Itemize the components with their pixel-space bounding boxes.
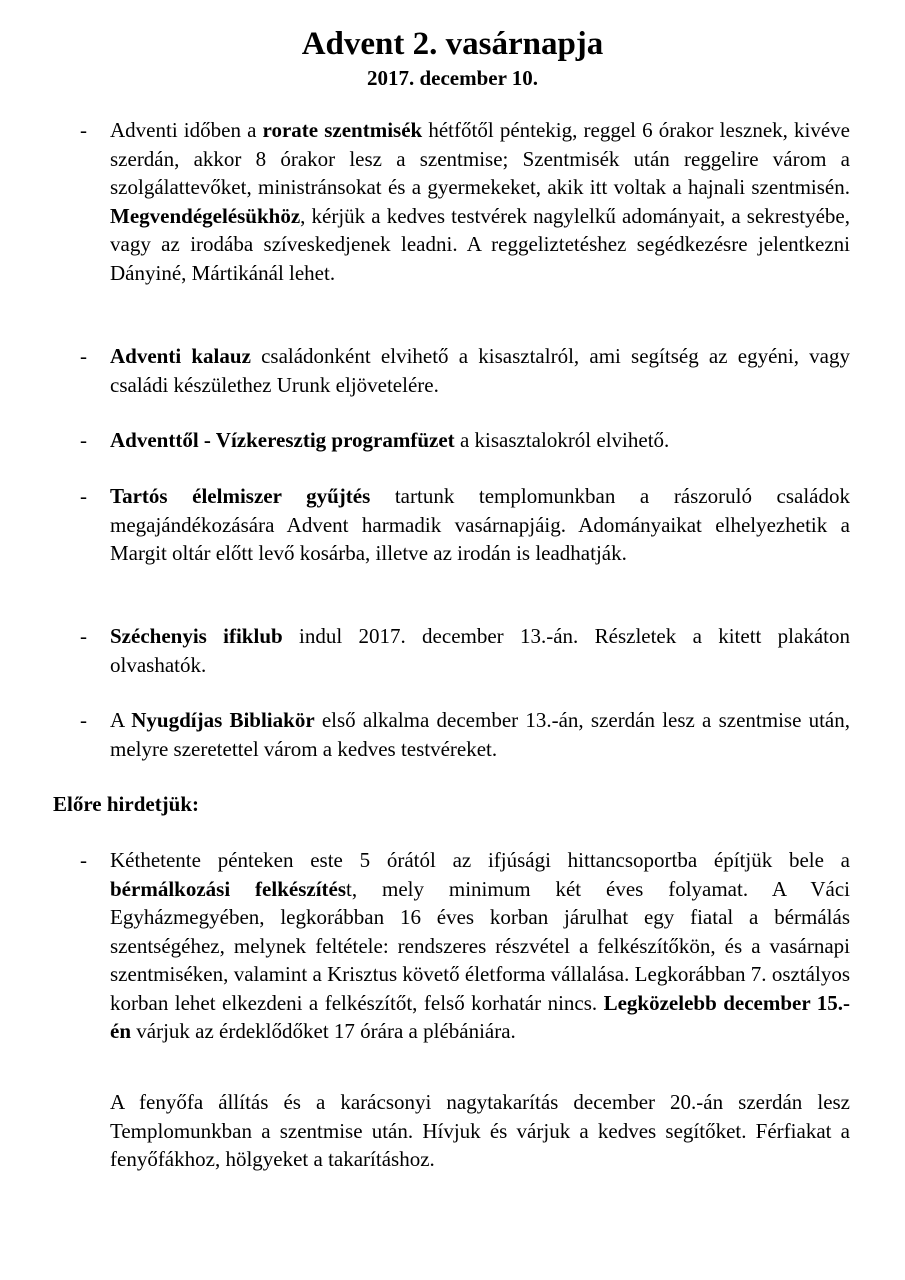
bold-text-run: rorate szentmisék <box>262 118 423 142</box>
announcement-text <box>110 342 850 399</box>
bold-text-run: Adventi kalauz <box>110 344 251 368</box>
closing-paragraph <box>110 1088 850 1174</box>
announcement-text <box>110 706 850 763</box>
announcement-text <box>110 622 850 679</box>
bold-text-run: Széchenyis ifiklub <box>110 624 283 648</box>
section-heading: Előre hirdetjük: <box>53 792 200 816</box>
bullet-dash: - <box>80 484 87 508</box>
text-run: első alkalma december 13.-án, szerdán lesz a szentmise után, melyre szeretettel várom a kedves testvéreket. <box>110 708 850 761</box>
bullet-dash: - <box>80 344 87 368</box>
bullet-dash: - <box>80 624 87 648</box>
bullet-dash: - <box>80 118 87 142</box>
text-run: A <box>110 708 132 732</box>
text-run: várjuk az érdeklődőket 17 órára a plébániára. <box>131 1019 516 1043</box>
text-run: családonként elvihető a kisasztalról, ami segítség az egyéni, vagy családi készülethez Urunk eljövetelére. <box>110 344 851 397</box>
text-run: , kérjük a kedves testvérek nagylelkű adományait, a sekrestyébe, vagy az irodába szíveskedjenek leadni. A reggeliztetéshez segédkezésre jelentkezni Dányiné, Mártikánál lehet. <box>110 203 850 285</box>
page-date: 2017. december 10. <box>366 66 539 90</box>
bold-text-run: Nyugdíjas Bibliakör <box>131 708 315 732</box>
text-run: t, mely minimum két éves folyamat. A Váci Egyházmegyében, legkorábban 16 éves korban járulhat egy fiatal a bérmálás szentségéhez, melynek feltétele: rendszeres részvétel a felkészítőkön, és a vasárnapi szentmiséken, valamint a Krisztus követő életforma vállalása. Legkorábban 7. osztályos korban lehet elkezdeni a felkészítőt, felső korhatár nincs. <box>110 876 850 1015</box>
bullet-dash: - <box>80 848 87 872</box>
announcement-text <box>110 426 850 455</box>
bullet-dash: - <box>80 708 87 732</box>
bold-text-run: A fenyőfa állítás és a karácsonyi nagytakarítás <box>110 1090 559 1114</box>
text-run: december 20.-án szerdán lesz Templomunkban a szentmise után. Hívjuk és várjuk a kedves segítőket. Férfiakat a fenyőfákhoz, hölgyeket a takarításhoz. <box>110 1090 851 1171</box>
text-run: a kisasztalokról elvihető. <box>454 428 670 452</box>
bold-text-run: Megvendégelésükhöz <box>110 203 301 228</box>
bold-text-run: bérmálkozási felkészítés <box>110 876 347 901</box>
text-run: hétfőtől péntekig, reggel 6 órakor lesznek, kivéve szerdán, akkor 8 órakor lesz a szentmise; Szentmisék után reggelire várom a szolgálattevőket, ministránsokat és a gyermekeket, akik itt voltak a hajnali szentmisén. <box>110 118 850 199</box>
page-title: Advent 2. vasárnapja <box>301 26 604 62</box>
announcement-text <box>110 482 850 568</box>
text-run: tartunk templomunkban a rászoruló családok megajándékozására Advent harmadik vasárnapjáig. Adományaikat elhelyezhetik a Margit oltár előtt levő kosárba, illetve az irodán is leadhatják. <box>110 484 850 565</box>
text-run: Adventi időben a <box>110 118 263 142</box>
bold-text-run: Adventtől - Vízkeresztig programfüzet <box>110 428 455 452</box>
bold-text-run: Legközelebb december 15.-én <box>110 990 850 1043</box>
bold-text-run: Tartós élelmiszer gyűjtés <box>110 484 371 508</box>
text-run: indul 2017. december 13.-án. Részletek a kitett plakáton olvashatók. <box>110 624 850 677</box>
text-run: Kéthetente pénteken este 5 órától az ifjúsági hittancsoportba építjük bele a <box>110 848 850 872</box>
announcement-text <box>110 116 850 287</box>
bullet-dash: - <box>80 428 87 452</box>
advance-text <box>110 846 850 1046</box>
